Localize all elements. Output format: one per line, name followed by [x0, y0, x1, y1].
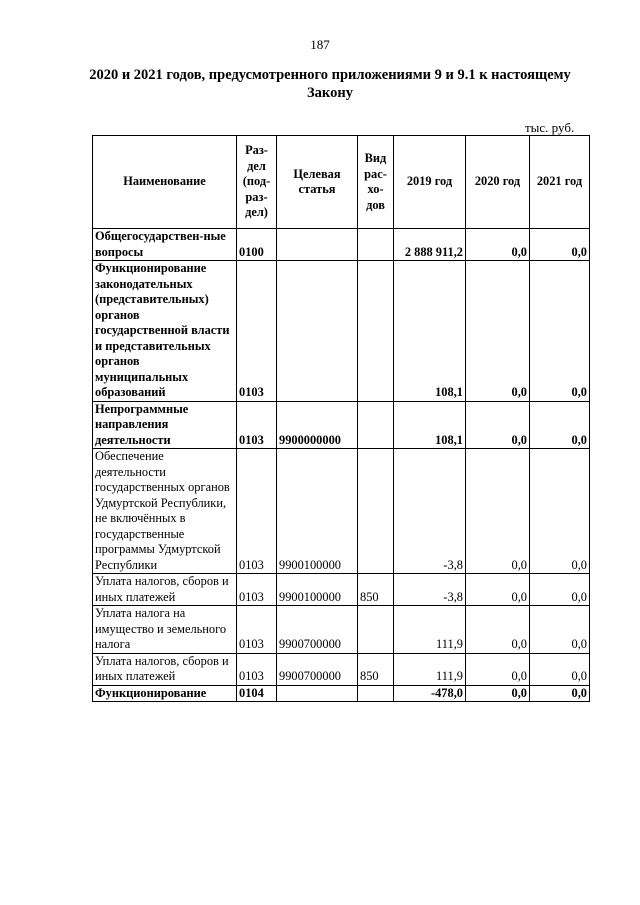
cell-2021: 0,0 — [530, 574, 590, 606]
column-header-2019: 2019 год — [394, 136, 466, 229]
cell-name: Уплата налога на имущество и земельного налога — [93, 606, 237, 654]
cell-2019: 108,1 — [394, 401, 466, 449]
cell-section: 0103 — [237, 606, 277, 654]
column-header-2021: 2021 год — [530, 136, 590, 229]
cell-expense — [358, 229, 394, 261]
table-row — [93, 685, 590, 702]
document-heading: 2020 и 2021 годов, предусмотренного приложениями 9 и 9.1 к настоящему Закону — [89, 67, 571, 101]
cell-expense — [358, 261, 394, 402]
budget-table — [92, 135, 590, 702]
cell-expense: 850 — [358, 574, 394, 606]
cell-2019: 111,9 — [394, 653, 466, 685]
table-row — [93, 606, 590, 654]
cell-name: Уплата налогов, сборов и иных платежей — [93, 653, 237, 685]
cell-target: 9900100000 — [277, 574, 358, 606]
table-body — [93, 229, 590, 702]
cell-section: 0103 — [237, 261, 277, 402]
table-header-row — [93, 136, 590, 229]
cell-2020: 0,0 — [466, 229, 530, 261]
page-number: 187 — [310, 37, 330, 52]
cell-2020: 0,0 — [466, 401, 530, 449]
cell-name: Общегосударствен-ные вопросы — [93, 229, 237, 261]
table-row — [93, 653, 590, 685]
cell-target: 9900100000 — [277, 449, 358, 574]
table-row — [93, 401, 590, 449]
cell-name: Функционирование законодательных (представительных) органов государственной власти и представительных органов муниципальных образований — [93, 261, 237, 402]
cell-2021: 0,0 — [530, 685, 590, 702]
cell-2020: 0,0 — [466, 261, 530, 402]
cell-2020: 0,0 — [466, 685, 530, 702]
cell-2020: 0,0 — [466, 574, 530, 606]
cell-expense — [358, 401, 394, 449]
table-row — [93, 449, 590, 574]
cell-section: 0103 — [237, 401, 277, 449]
cell-target — [277, 261, 358, 402]
column-header-name: Наименование — [93, 136, 237, 229]
cell-2021: 0,0 — [530, 653, 590, 685]
cell-section: 0103 — [237, 449, 277, 574]
cell-section: 0104 — [237, 685, 277, 702]
cell-expense — [358, 685, 394, 702]
table-row — [93, 229, 590, 261]
cell-2019: -478,0 — [394, 685, 466, 702]
cell-target: 9900000000 — [277, 401, 358, 449]
cell-name: Функционирование — [93, 685, 237, 702]
cell-expense — [358, 606, 394, 654]
cell-2021: 0,0 — [530, 261, 590, 402]
cell-2020: 0,0 — [466, 653, 530, 685]
units-label: тыс. руб. — [525, 120, 575, 135]
cell-2019: -3,8 — [394, 574, 466, 606]
cell-2021: 0,0 — [530, 606, 590, 654]
table-row — [93, 574, 590, 606]
cell-2019: 108,1 — [394, 261, 466, 402]
cell-2019: -3,8 — [394, 449, 466, 574]
column-header-target: Целевая статья — [277, 136, 358, 229]
cell-name: Обеспечение деятельности государственных органов Удмуртской Республики, не включённых в государственные программы Удмуртской Республики — [93, 449, 237, 574]
cell-2019: 2 888 911,2 — [394, 229, 466, 261]
cell-2019: 111,9 — [394, 606, 466, 654]
column-header-section: Раз-дел (под-раз-дел) — [237, 136, 277, 229]
cell-2021: 0,0 — [530, 229, 590, 261]
cell-expense — [358, 449, 394, 574]
cell-section: 0103 — [237, 574, 277, 606]
cell-target: 9900700000 — [277, 653, 358, 685]
cell-expense: 850 — [358, 653, 394, 685]
cell-section: 0103 — [237, 653, 277, 685]
cell-name: Непрограммные направления деятельности — [93, 401, 237, 449]
cell-2020: 0,0 — [466, 606, 530, 654]
cell-section: 0100 — [237, 229, 277, 261]
cell-2020: 0,0 — [466, 449, 530, 574]
cell-target: 9900700000 — [277, 606, 358, 654]
cell-2021: 0,0 — [530, 401, 590, 449]
cell-target — [277, 229, 358, 261]
cell-2021: 0,0 — [530, 449, 590, 574]
table-row — [93, 261, 590, 402]
column-header-2020: 2020 год — [466, 136, 530, 229]
column-header-expense: Вид рас-хо-дов — [358, 136, 394, 229]
cell-name: Уплата налогов, сборов и иных платежей — [93, 574, 237, 606]
cell-target — [277, 685, 358, 702]
